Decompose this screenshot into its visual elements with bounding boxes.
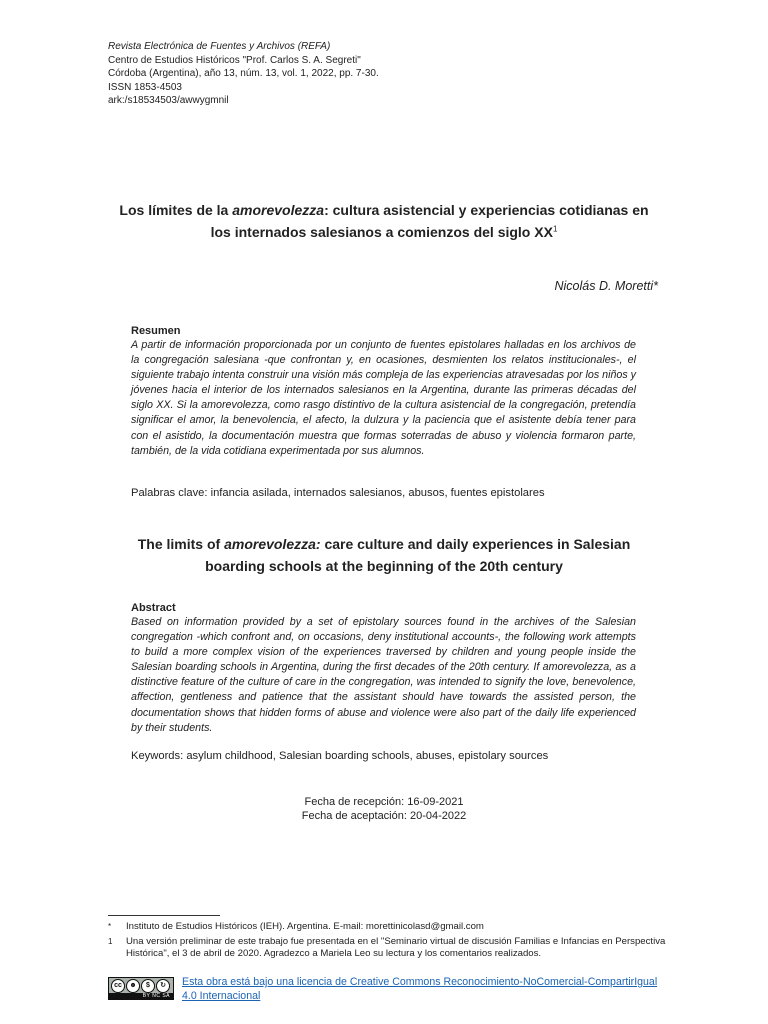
footnote-rule xyxy=(108,915,220,916)
cc-badge-band xyxy=(109,993,173,999)
nc-icon: $ xyxy=(141,979,155,993)
title-en-part2: care culture and daily experiences in Salesian xyxy=(320,536,631,552)
submission-dates xyxy=(0,795,768,823)
title-english xyxy=(100,533,668,577)
title-spanish xyxy=(100,199,668,243)
sa-icon: ↻ xyxy=(156,979,170,993)
footnote-1 xyxy=(108,936,668,961)
publication-info: Córdoba (Argentina), año 13, núm. 13, vol. 1, 2022, pp. 7-30. xyxy=(108,68,379,80)
footnote-mark: 1 xyxy=(108,937,113,946)
cc-license-badge[interactable] xyxy=(108,977,174,1000)
abstract-text: Based on information provided by a set of epistolary sources found in the archives of the Salesian congregation -which confront and, on occasions, deny institutional accounts-, the following work attempts to build a more complex vision of the experiences traversed by children and young people inside the Salesian boarding schools in Argentina, during the first decades of the 20th century. If amorevolezza, as a distinctive feature of the culture of care in the congregation, was intended to signify the love, benevolence, affection, gentleness and patience that the assistant should have towards the assisted person, the documentation shows that hidden forms of abuse and violence were also part of the daily life experienced by their students. xyxy=(131,616,636,734)
title-en-line2: boarding schools at the beginning of the 20th century xyxy=(205,558,563,574)
footnote-affiliation xyxy=(108,921,668,933)
title-es-italic: amorevolezza xyxy=(232,202,325,218)
issn: ISSN 1853-4503 xyxy=(108,81,182,93)
research-center: Centro de Estudios Históricos "Prof. Carlos S. A. Segreti" xyxy=(108,54,361,66)
title-es-part1: Los límites de la xyxy=(119,202,233,218)
resumen-text: A partir de información proporcionada por un conjunto de fuentes epistolares halladas en los archivos de la congregación salesiana -que confrontan y, en ocasiones, desmienten los relatos institucionales-, el siguiente trabajo intenta construir una visión más compleja de las experiencias atravesadas por los niños y jóvenes hacia el interior de los internados salesianos en la Argentina, durante las primeras décadas del siglo XX. Si la amorevolezza, como rasgo distintivo de la cultura asistencial de la congregación, pretendía significar el amor, la benevolencia, el afecto, la dulzura y la paciencia que el asistente debía tener para con el asistido, la documentación muestra que formas soterradas de abuso y violencia formaron parte, también, de la vida cotidiana experimentada por sus alumnos. xyxy=(131,339,636,457)
title-es-line2: los internados salesianos a comienzos del siglo XX xyxy=(210,224,553,240)
footnote-mark: * xyxy=(108,922,112,931)
sa-label: SA xyxy=(162,993,170,999)
journal-header xyxy=(108,40,379,108)
by-person-icon: ☻ xyxy=(126,979,140,993)
author-name: Nicolás D. Moretti* xyxy=(554,279,658,293)
abstract-heading: Abstract xyxy=(131,602,176,614)
license-link[interactable]: Esta obra está bajo una licencia de Creative Commons Reconocimiento-NoComercial-CompartirIgual 4.0 Internacional xyxy=(182,976,658,1002)
keywords: Keywords: asylum childhood, Salesian boarding schools, abuses, epistolary sources xyxy=(131,750,549,762)
cc-icon: cc xyxy=(111,979,125,993)
journal-name: Revista Electrónica de Fuentes y Archivos (REFA) xyxy=(108,41,331,52)
title-es-part2: : cultura asistencial y experiencias cotidianas en xyxy=(324,202,649,218)
nc-label: NC xyxy=(152,993,161,999)
received-date: Fecha de recepción: 16-09-2021 xyxy=(304,796,464,808)
ark-identifier: ark:/s18534503/awwygmnil xyxy=(108,95,229,107)
resumen-heading: Resumen xyxy=(131,325,181,337)
accepted-date: Fecha de aceptación: 20-04-2022 xyxy=(301,810,467,822)
title-en-italic: amorevolezza: xyxy=(224,536,321,552)
by-label: BY xyxy=(142,993,151,999)
footnote-text: Una versión preliminar de este trabajo fue presentada en el "Seminario virtual de discusión Familias e Infancias en Perspectiva Histórica", el 3 de abril de 2020. Agradezco a Mariela Leo su lectura y los comentarios realizados. xyxy=(126,936,666,960)
cc-icons xyxy=(111,979,170,993)
title-footnote-mark[interactable]: 1 xyxy=(552,224,558,234)
palabras-clave: Palabras clave: infancia asilada, internados salesianos, abusos, fuentes epistolares xyxy=(131,487,545,499)
footnote-text: Instituto de Estudios Históricos (IEH). Argentina. E-mail: morettinicolasd@gmail.com xyxy=(126,921,484,932)
title-en-part1: The limits of xyxy=(137,536,225,552)
